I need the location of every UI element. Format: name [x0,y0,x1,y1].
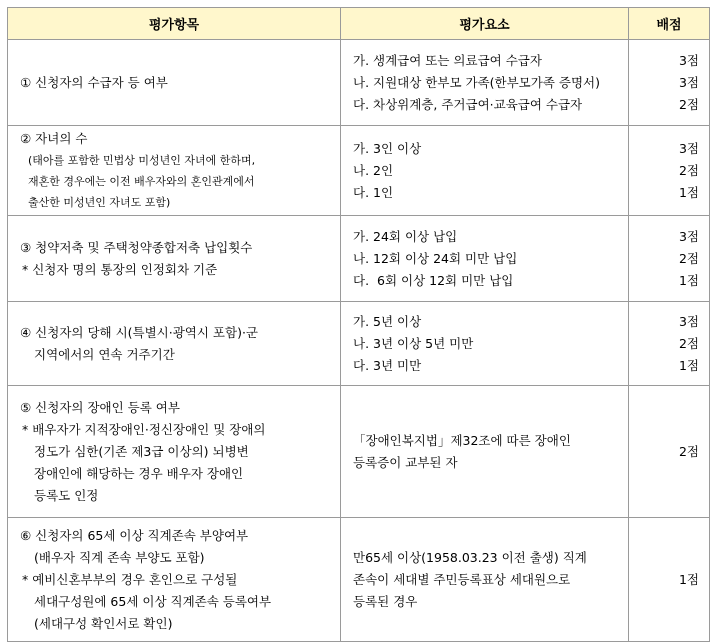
row-4-item [8,302,341,386]
row-5-item [8,386,341,518]
item-note-text: 등록도 인정 [34,487,99,503]
item-note-text: 출산한 미성년인 자녀도 포함) [28,196,171,209]
item-text: 지역에서의 연속 거주기간 [34,346,175,362]
row-6-item [8,518,341,642]
table-row [8,386,710,518]
score-text: 2점 [678,443,699,459]
row-3-elements [341,216,629,302]
item-note-text: 정도가 심한(기존 제3급 이상의) 뇌병변 [34,443,249,459]
element-text: 등록된 경우 [353,593,418,609]
row-5-elements [341,386,629,518]
row-3-item [8,216,341,302]
table-row [8,216,710,302]
item-note-text: 세대구성원에 65세 이상 직계존속 등록여부 [34,593,272,609]
row-2-item [8,126,341,216]
score-text: 3점 [678,52,699,68]
row-1-scores [629,40,710,126]
element-text: 다. 차상위계층, 주거급여·교육급여 수급자 [353,96,583,112]
table-header-row [8,8,710,40]
score-text: 3점 [678,74,699,90]
item-note-text: * 신청자 명의 통장의 인정회차 기준 [22,261,218,277]
header-evaluation-item: 평가항목 [8,8,341,40]
element-text: 나. 12회 이상 24회 미만 납입 [353,250,518,266]
element-text: 가. 생계급여 또는 의료급여 수급자 [353,52,542,68]
row-3-scores [629,216,710,302]
item-text: ② 자녀의 수 [20,131,88,146]
row-4-elements [341,302,629,386]
item-text: ③ 청약저축 및 주택청약종합저축 납입횟수 [20,239,253,255]
score-text: 1점 [678,184,699,200]
score-text: 1점 [678,357,699,373]
header-evaluation-element: 평가요소 [341,8,629,40]
row-6-elements [341,518,629,642]
score-text: 3점 [678,228,699,244]
row-2-elements [341,126,629,216]
table-row [8,126,710,216]
row-2-scores [629,126,710,216]
item-note-text: * 배우자가 지적장애인·정신장애인 및 장애의 [22,421,266,437]
element-text: 가. 24회 이상 납입 [353,228,458,244]
score-text: 2점 [678,162,699,178]
element-text: 나. 3년 이상 5년 미만 [353,335,474,351]
header-score: 배점 [629,8,710,40]
item-text: (배우자 직계 존속 부양도 포함) [34,549,205,565]
score-text: 2점 [678,250,699,266]
item-text: ④ 신청자의 당해 시(특별시·광역시 포함)·군 [20,324,259,340]
score-text: 2점 [678,335,699,351]
item-note-text: (태아를 포함한 민법상 미성년인 자녀에 한하며, [28,154,256,167]
item-note-text: * 예비신혼부부의 경우 혼인으로 구성될 [22,571,238,587]
score-text: 3점 [678,140,699,156]
score-text: 1점 [678,272,699,288]
score-text: 1점 [678,571,699,587]
item-text: ① 신청자의 수급자 등 여부 [20,74,168,90]
score-text: 2점 [678,96,699,112]
score-text: 3점 [678,313,699,329]
table-row [8,302,710,386]
item-text: ⑤ 신청자의 장애인 등록 여부 [20,399,180,415]
item-note-text: 장애인에 해당하는 경우 배우자 장애인 [34,465,244,481]
row-1-elements [341,40,629,126]
element-text: 나. 지원대상 한부모 가족(한부모가족 증명서) [353,74,600,90]
element-text: 등록증이 교부된 자 [353,454,458,470]
element-text: 다. 6회 이상 12회 미만 납입 [353,272,514,288]
element-text: 가. 3인 이상 [353,140,422,156]
item-text: ⑥ 신청자의 65세 이상 직계존속 부양여부 [20,527,249,543]
row-6-scores [629,518,710,642]
element-text: 존속이 세대별 주민등록표상 세대원으로 [353,571,571,587]
row-1-item [8,40,341,126]
element-text: 나. 2인 [353,162,394,178]
element-text: 다. 3년 미만 [353,357,422,373]
evaluation-table [7,7,710,642]
element-text: 「장애인복지법」제32조에 따른 장애인 [353,432,571,448]
element-text: 가. 5년 이상 [353,313,422,329]
element-text: 만65세 이상(1958.03.23 이전 출생) 직계 [353,549,587,565]
row-5-scores [629,386,710,518]
item-note-text: (세대구성 확인서로 확인) [34,615,173,631]
table-row [8,40,710,126]
table-row [8,518,710,642]
element-text: 다. 1인 [353,184,394,200]
item-note-text: 재혼한 경우에는 이전 배우자와의 혼인관계에서 [28,175,255,188]
row-4-scores [629,302,710,386]
